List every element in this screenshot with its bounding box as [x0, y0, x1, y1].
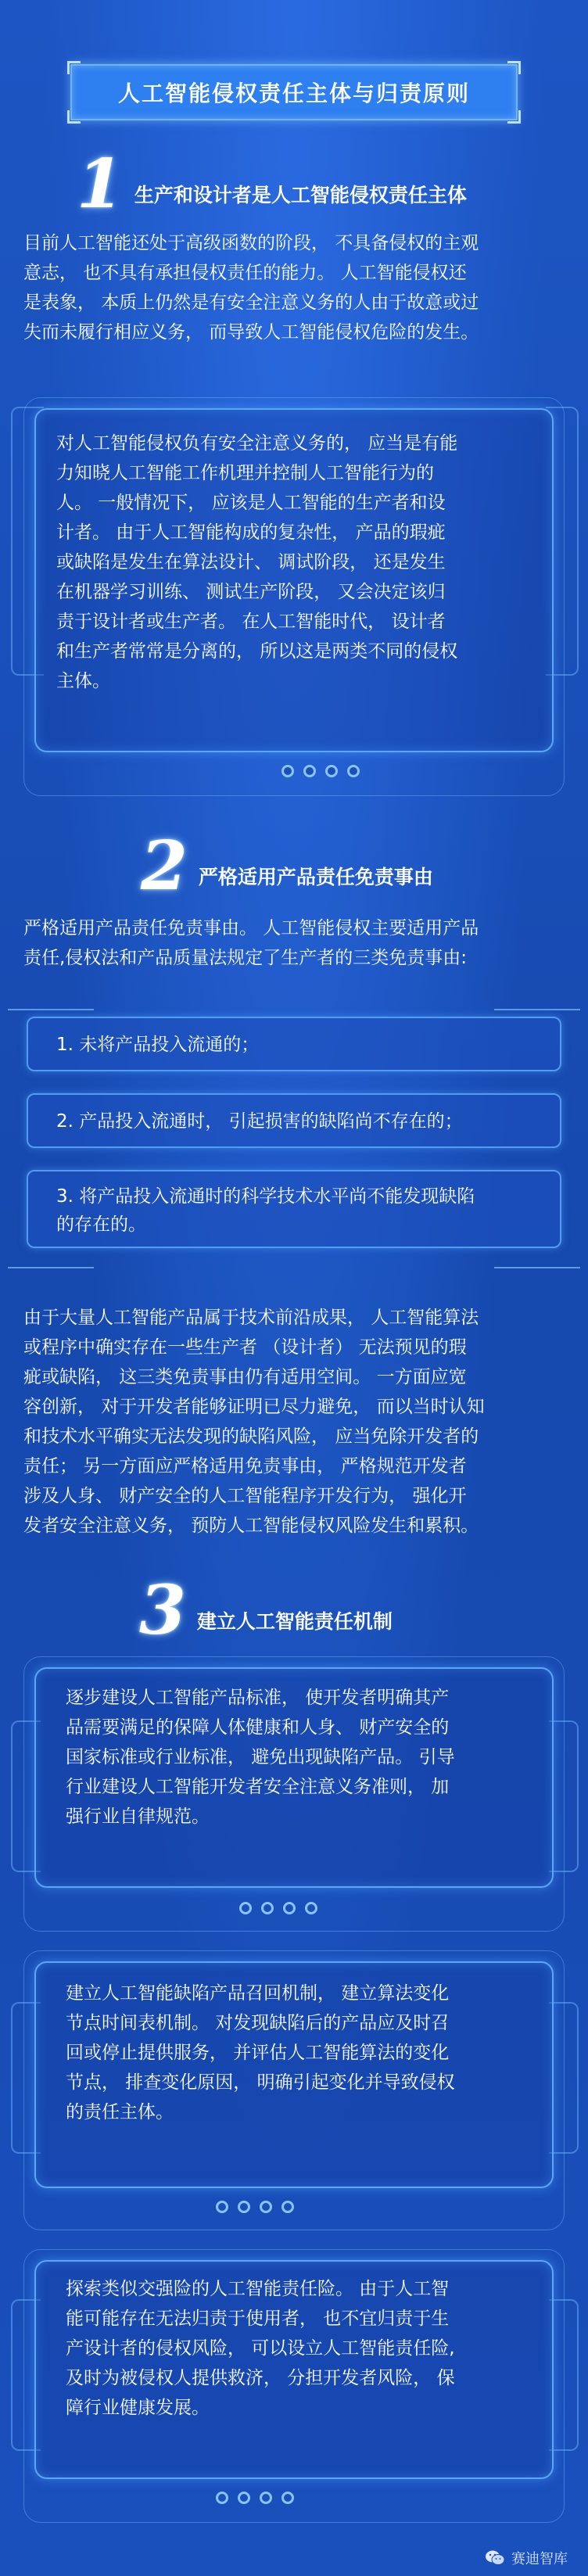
- divider-line: [494, 1009, 580, 1010]
- list-item-text: 3. 将产品投入流通时的科学技术水平尚不能发现缺陷: [56, 1186, 475, 1207]
- text-line: 或缺陷是发生在算法设计、 调试阶段， 还是发生: [56, 552, 446, 572]
- text-line: 力知晓人工智能工作机理并控制人工智能行为的: [56, 463, 434, 483]
- section-3-heading: [139, 1571, 393, 1650]
- text-line: 及时为被侵权人提供救济， 分担开发者风险， 保: [66, 2368, 455, 2388]
- divider-line: [494, 1267, 580, 1268]
- dot: [347, 765, 360, 777]
- text-line: 和技术水平确实无法发现的缺陷风险， 应当免除开发者的: [23, 1426, 479, 1447]
- dot: [305, 1902, 317, 1914]
- source-label: 赛迪智库: [511, 2551, 568, 2567]
- pagination-dots: [239, 1902, 317, 1914]
- text-line: 在机器学习训练、 测试生产阶段， 又会决定该归: [56, 582, 446, 602]
- pagination-dots: [216, 2492, 294, 2504]
- divider-line: [8, 1267, 94, 1268]
- list-item-text: 的存在的。: [56, 1214, 146, 1235]
- text-line: 品需要满足的保障人体健康和人身、 财产安全的: [66, 1717, 450, 1738]
- dot: [303, 765, 316, 777]
- section-1-intro: [23, 228, 565, 347]
- corner-decoration: [67, 61, 81, 74]
- list-item-text: 1. 未将产品投入流通的；: [56, 1035, 260, 1055]
- corner-decoration: [507, 110, 521, 124]
- section-1-box-text: [56, 429, 533, 696]
- pagination-dots: [281, 765, 360, 777]
- section-1-heading: [77, 145, 467, 224]
- pagination-dots: [216, 2201, 294, 2213]
- section-2-title: 严格适用产品责任免责事由: [198, 866, 433, 888]
- section-2-intro: [23, 913, 565, 973]
- dot: [260, 2201, 272, 2213]
- text-line: 责任,侵权法和产品质量法规定了生产者的三类免责事由:: [23, 948, 468, 968]
- dot: [216, 2492, 228, 2504]
- text-line: 能可能存在无法归责于使用者， 也不宜归责于生: [66, 2309, 450, 2329]
- text-line: 疵或缺陷， 这三类免责事由仍有适用空间。 一方面应宽: [23, 1367, 467, 1387]
- text-line: 人。 一般情况下， 应该是人工智能的生产者和设: [56, 493, 446, 513]
- section-3-box-1-text: [66, 1683, 535, 1832]
- text-line: 失而未履行相应义务， 而导致人工智能侵权危险的发生。: [23, 322, 479, 343]
- text-line: 对人工智能侵权负有安全注意义务的， 应当是有能: [56, 433, 458, 454]
- list-item: [27, 1170, 561, 1248]
- text-line: 是表象， 本质上仍然是有安全注意义务的人由于故意或过: [23, 292, 479, 313]
- section-3-box-2-text: [66, 1979, 535, 2127]
- text-line: 发者安全注意义务， 预防人工智能侵权风险发生和累积。: [23, 1516, 479, 1536]
- section-2-number: 2: [141, 827, 188, 906]
- text-line: 严格适用产品责任免责事由。 人工智能侵权主要适用产品: [23, 918, 479, 938]
- dot: [283, 1902, 296, 1914]
- section-1-title: 生产和设计者是人工智能侵权责任主体: [134, 184, 467, 206]
- list-item: [27, 1017, 561, 1071]
- list-item-text: 2. 产品投入流通时， 引起损害的缺陷尚不存在的；: [56, 1111, 463, 1132]
- dot: [281, 2201, 294, 2213]
- dot: [216, 2201, 228, 2213]
- text-line: 由于大量人工智能产品属于技术前沿成果， 人工智能算法: [23, 1308, 479, 1328]
- text-line: 的责任主体。: [66, 2102, 174, 2122]
- wechat-icon: [485, 2549, 505, 2567]
- text-line: 目前人工智能还处于高级函数的阶段， 不具备侵权的主观: [23, 233, 479, 253]
- text-line: 容创新， 对于开发者能够证明已尽力避免， 而以当时认知: [23, 1397, 485, 1417]
- section-2-heading: [141, 827, 433, 906]
- text-line: 障行业健康发展。: [66, 2398, 210, 2418]
- text-line: 责任； 另一方面应严格适用免责事由， 严格规范开发者: [23, 1456, 467, 1476]
- section-1-number: 1: [77, 145, 124, 224]
- dot: [281, 765, 294, 777]
- text-line: 或程序中确实存在一些生产者 （设计者） 无法预见的瑕: [23, 1337, 467, 1358]
- text-line: 逐步建设人工智能产品标准， 使开发者明确其产: [66, 1688, 450, 1708]
- text-line: 探索类似交强险的人工智能责任险。 由于人工智: [66, 2279, 450, 2299]
- text-line: 和生产者常常是分离的， 所以这是两类不同的侵权: [56, 641, 458, 662]
- text-line: 回或停止提供服务， 并评估人工智能算法的变化: [66, 2043, 450, 2063]
- section-3-number: 3: [139, 1571, 186, 1650]
- dot: [325, 765, 338, 777]
- section-3-box-3-text: [66, 2274, 535, 2423]
- dot: [238, 2492, 250, 2504]
- text-line: 行业建设人工智能开发者安全注意义务准则， 加: [66, 1777, 450, 1797]
- text-line: 计者。 由于人工智能构成的复杂性， 产品的瑕疵: [56, 522, 446, 543]
- text-line: 国家标准或行业标准， 避免出现缺陷产品。 引导: [66, 1747, 455, 1767]
- section-3-title: 建立人工智能责任机制: [196, 1610, 393, 1633]
- text-line: 意志， 也不具有承担侵权责任的能力。 人工智能侵权还: [23, 263, 467, 283]
- page-title: 人工智能侵权责任主体与归责原则: [117, 81, 470, 106]
- dot: [260, 2492, 272, 2504]
- text-line: 建立人工智能缺陷产品召回机制， 建立算法变化: [66, 1983, 450, 2004]
- text-line: 责于设计者或生产者。 在人工智能时代， 设计者: [56, 612, 446, 632]
- corner-decoration: [67, 110, 81, 124]
- dot: [261, 1902, 274, 1914]
- text-line: 产设计者的侵权风险， 可以设立人工智能责任险,: [66, 2338, 455, 2359]
- footer-watermark: [485, 2548, 568, 2568]
- list-item: [27, 1093, 561, 1148]
- divider-line: [8, 1009, 94, 1010]
- dot: [238, 2201, 250, 2213]
- corner-decoration: [507, 61, 521, 74]
- text-line: 节点， 排查变化原因， 明确引起变化并导致侵权: [66, 2072, 455, 2093]
- dot: [281, 2492, 294, 2504]
- text-line: 节点时间表机制。 对发现缺陷后的产品应及时召: [66, 2013, 450, 2033]
- text-line: 主体。: [56, 671, 110, 691]
- text-line: 强行业自律规范。: [66, 1806, 210, 1827]
- title-banner: [70, 64, 518, 120]
- text-line: 涉及人身、 财产安全的人工智能程序开发行为， 强化开: [23, 1486, 467, 1506]
- section-2-body: [23, 1303, 565, 1541]
- dot: [239, 1902, 252, 1914]
